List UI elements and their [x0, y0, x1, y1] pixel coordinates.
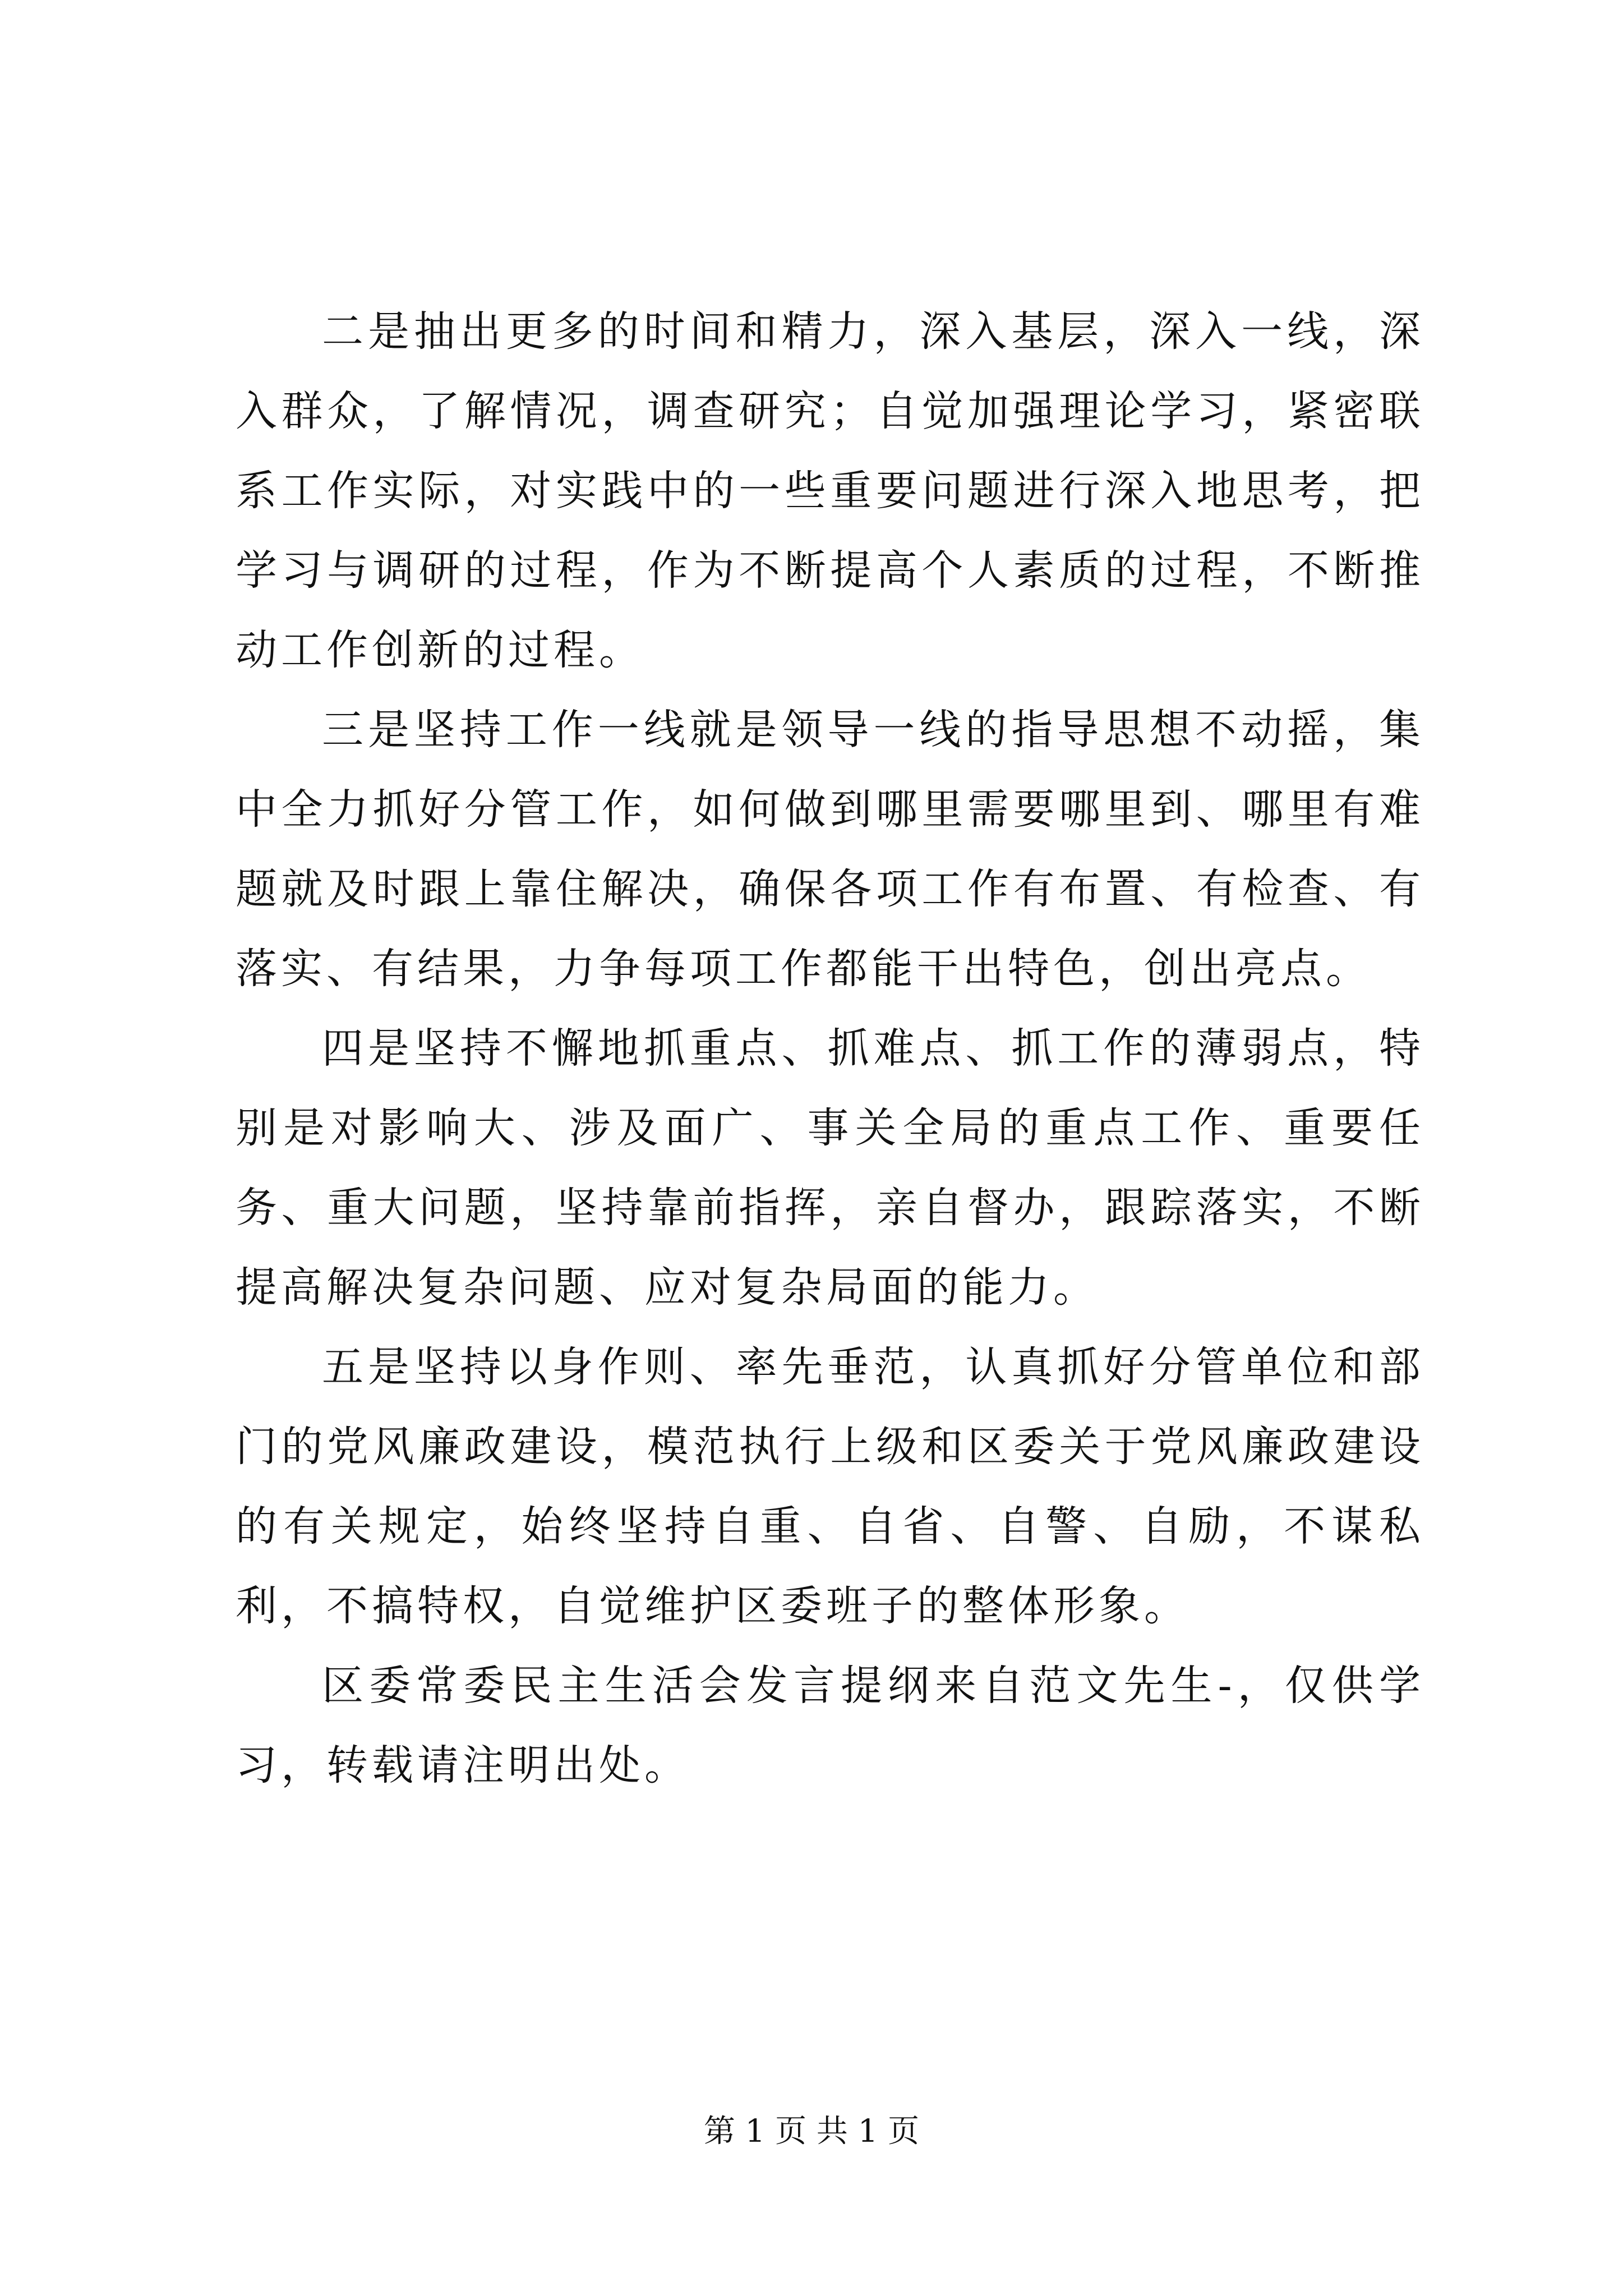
document-body [236, 292, 1424, 1805]
page-footer: 第 1 页 共 1 页 [703, 2113, 920, 2150]
paragraph-2: 二是抽出更多的时间和精力，深入基层，深入一线，深入群众，了解情况，调查研究；自觉加强理论学习，紧密联系工作实际，对实践中的一些重要问题进行深入地思考，把学习与调研的过程，作为不断提高个人素质的过程，不断推动工作创新的过程。 [236, 307, 1424, 674]
source-note: 区委常委民主生活会发言提纲来自范文先生-，仅供学习，转载请注明出处。 [236, 1662, 1424, 1789]
paragraph-5: 五是坚持以身作则、率先垂范，认真抓好分管单位和部门的党风廉政建设，模范执行上级和区委关于党风廉政建设的有关规定，始终坚持自重、自省、自警、自励，不谋私利，不搞特权，自觉维护区委班子的整体形象。 [236, 1343, 1424, 1630]
paragraph-4: 四是坚持不懈地抓重点、抓难点、抓工作的薄弱点，特别是对影响大、涉及面广、事关全局的重点工作、重要任务、重大问题，坚持靠前指挥，亲自督办，跟踪落实，不断提高解决复杂问题、应对复杂局面的能力。 [236, 1024, 1424, 1312]
paragraph-3: 三是坚持工作一线就是领导一线的指导思想不动摇，集中全力抓好分管工作，如何做到哪里需要哪里到、哪里有难题就及时跟上靠住解决，确保各项工作有布置、有检查、有落实、有结果，力争每项工作都能干出特色，创出亮点。 [236, 706, 1424, 993]
